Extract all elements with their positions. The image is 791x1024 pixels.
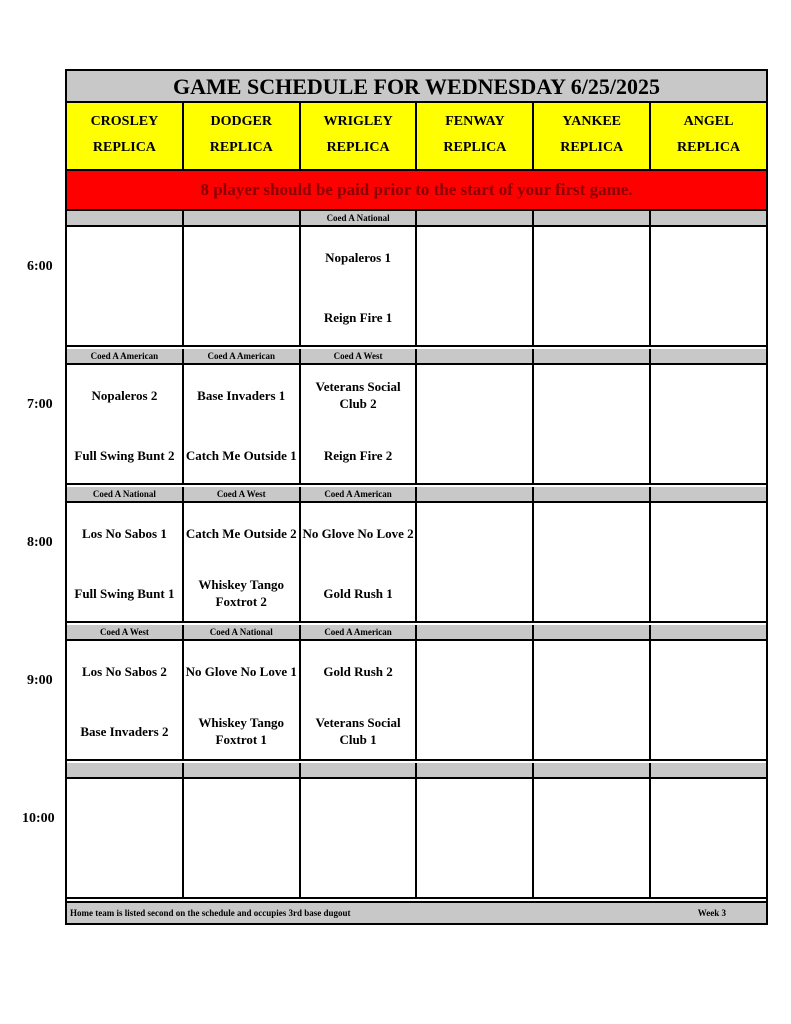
away-team <box>534 791 649 827</box>
division-label <box>534 487 651 501</box>
field-name: CROSLEY <box>90 114 159 129</box>
away-team: Los No Sabos 1 <box>81 525 167 541</box>
away-team <box>184 791 299 827</box>
payment-notice: 8 player should be paid prior to the start of your first game. <box>67 171 766 211</box>
field-name: YANKEE <box>562 114 622 129</box>
home-team: Base Invaders 2 <box>80 723 169 739</box>
away-team: Base Invaders 1 <box>197 387 286 403</box>
away-team <box>651 653 766 689</box>
field-name: ANGEL <box>683 114 734 129</box>
division-label: Coed A West <box>67 625 184 639</box>
away-team <box>417 653 532 689</box>
home-team: Reign Fire 1 <box>323 309 393 325</box>
away-team <box>534 239 649 275</box>
game-cell <box>651 365 766 483</box>
field-type: REPLICA <box>326 140 390 155</box>
time-label: 8:00 <box>27 535 53 550</box>
division-header-row <box>67 763 766 779</box>
game-cell <box>67 779 184 897</box>
home-team <box>534 851 649 887</box>
game-cell <box>184 227 301 345</box>
week-label: Week 3 <box>697 908 726 918</box>
game-cell <box>184 503 301 621</box>
home-team <box>651 851 766 887</box>
division-label <box>534 625 651 639</box>
division-label <box>534 211 651 225</box>
away-team: Gold Rush 2 <box>323 663 393 679</box>
division-label <box>534 349 651 363</box>
away-team <box>651 239 766 275</box>
away-team: Nopaleros 2 <box>91 387 158 403</box>
field-type: REPLICA <box>560 140 624 155</box>
schedule-footer <box>67 901 766 923</box>
away-team <box>651 791 766 827</box>
away-team <box>534 653 649 689</box>
field-header <box>534 103 651 169</box>
game-cell <box>67 227 184 345</box>
game-cell-row <box>67 779 766 899</box>
division-label <box>417 763 534 777</box>
division-header-row <box>67 211 766 227</box>
home-team <box>184 299 299 335</box>
field-type: REPLICA <box>209 140 273 155</box>
field-header <box>651 103 766 169</box>
division-label <box>67 211 184 225</box>
game-cell-row <box>67 227 766 347</box>
game-cell-row <box>67 641 766 761</box>
game-cell <box>301 503 418 621</box>
time-slot-row <box>67 625 766 761</box>
away-team: No Glove No Love 2 <box>302 525 414 541</box>
home-team <box>534 299 649 335</box>
division-label <box>417 487 534 501</box>
away-team <box>417 791 532 827</box>
division-label <box>184 763 301 777</box>
home-team <box>651 713 766 749</box>
division-label: Coed A National <box>67 487 184 501</box>
division-label <box>651 487 766 501</box>
home-team: Whiskey Tango Foxtrot 1 <box>198 715 285 747</box>
field-header <box>417 103 534 169</box>
division-label <box>417 625 534 639</box>
game-cell <box>534 503 651 621</box>
field-type: REPLICA <box>443 140 507 155</box>
division-label <box>651 763 766 777</box>
away-team <box>184 239 299 275</box>
schedule-sheet <box>65 69 768 925</box>
field-name: FENWAY <box>445 114 505 129</box>
home-team <box>534 713 649 749</box>
game-cell <box>301 641 418 759</box>
game-cell <box>417 779 534 897</box>
game-cell <box>301 365 418 483</box>
home-team <box>651 575 766 611</box>
away-team: Catch Me Outside 2 <box>185 525 297 541</box>
game-cell <box>301 227 418 345</box>
division-label: Coed A American <box>301 487 418 501</box>
away-team <box>67 791 182 827</box>
time-label: 9:00 <box>27 673 53 688</box>
away-team <box>417 377 532 413</box>
field-header <box>301 103 418 169</box>
away-team <box>534 377 649 413</box>
time-slot-row <box>67 763 766 899</box>
game-cell <box>184 641 301 759</box>
home-team <box>651 299 766 335</box>
home-team: Full Swing Bunt 2 <box>74 447 175 463</box>
game-cell <box>534 641 651 759</box>
division-label: Coed A West <box>184 487 301 501</box>
game-cell <box>651 779 766 897</box>
home-team <box>417 713 532 749</box>
home-team <box>651 437 766 473</box>
division-label: Coed A National <box>301 211 418 225</box>
game-cell <box>301 779 418 897</box>
division-label: Coed A West <box>301 349 418 363</box>
division-label <box>651 625 766 639</box>
field-header <box>67 103 184 169</box>
time-label: 6:00 <box>27 259 53 274</box>
division-label: Coed A American <box>184 349 301 363</box>
game-cell <box>184 365 301 483</box>
field-name: WRIGLEY <box>323 114 393 129</box>
time-slot-row <box>67 211 766 347</box>
home-team <box>417 299 532 335</box>
game-cell-row <box>67 503 766 623</box>
game-cell <box>417 641 534 759</box>
game-cell <box>651 227 766 345</box>
division-header-row <box>67 625 766 641</box>
home-team <box>417 575 532 611</box>
home-team <box>67 299 182 335</box>
time-slot-row <box>67 487 766 623</box>
game-cell <box>651 503 766 621</box>
field-header <box>184 103 301 169</box>
time-label: 7:00 <box>27 397 53 412</box>
home-team <box>534 437 649 473</box>
away-team: No Glove No Love 1 <box>185 663 297 679</box>
home-team: Veterans Social Club 1 <box>315 715 401 747</box>
division-label <box>651 349 766 363</box>
home-team: Gold Rush 1 <box>323 585 393 601</box>
home-team <box>67 851 182 887</box>
home-team <box>184 851 299 887</box>
home-team: Reign Fire 2 <box>323 447 393 463</box>
division-label <box>534 763 651 777</box>
division-label: Coed A American <box>301 625 418 639</box>
division-label <box>651 211 766 225</box>
game-cell <box>651 641 766 759</box>
field-name: DODGER <box>210 114 272 129</box>
game-cell <box>417 365 534 483</box>
away-team <box>534 515 649 551</box>
division-header-row <box>67 349 766 365</box>
division-label: Coed A American <box>67 349 184 363</box>
division-label <box>67 763 184 777</box>
time-label: 10:00 <box>22 811 55 826</box>
home-team: Catch Me Outside 1 <box>185 447 297 463</box>
away-team <box>651 515 766 551</box>
home-team: Whiskey Tango Foxtrot 2 <box>198 577 285 609</box>
game-cell <box>534 779 651 897</box>
field-type: REPLICA <box>677 140 741 155</box>
game-cell <box>534 227 651 345</box>
division-label <box>417 349 534 363</box>
time-slot-row <box>67 349 766 485</box>
away-team <box>417 239 532 275</box>
home-team-note: Home team is listed second on the schedule and occupies 3rd base dugout <box>70 908 351 918</box>
game-cell <box>534 365 651 483</box>
game-cell <box>67 365 184 483</box>
home-team <box>534 575 649 611</box>
away-team <box>67 239 182 275</box>
game-cell <box>184 779 301 897</box>
home-team <box>417 851 532 887</box>
schedule-title: GAME SCHEDULE FOR WEDNESDAY 6/25/2025 <box>67 71 766 103</box>
game-cell <box>67 641 184 759</box>
away-team: Veterans Social Club 2 <box>315 379 401 411</box>
field-type: REPLICA <box>92 140 156 155</box>
away-team <box>651 377 766 413</box>
away-team: Nopaleros 1 <box>325 249 391 265</box>
away-team <box>301 791 416 827</box>
home-team <box>301 851 416 887</box>
division-label <box>184 211 301 225</box>
home-team: Full Swing Bunt 1 <box>74 585 175 601</box>
game-cell-row <box>67 365 766 485</box>
game-cell <box>417 503 534 621</box>
away-team: Los No Sabos 2 <box>81 663 167 679</box>
home-team <box>417 437 532 473</box>
game-cell <box>67 503 184 621</box>
division-header-row <box>67 487 766 503</box>
division-label <box>301 763 418 777</box>
game-cell <box>417 227 534 345</box>
division-label <box>417 211 534 225</box>
away-team <box>417 515 532 551</box>
field-header-row <box>67 103 766 171</box>
division-label: Coed A National <box>184 625 301 639</box>
